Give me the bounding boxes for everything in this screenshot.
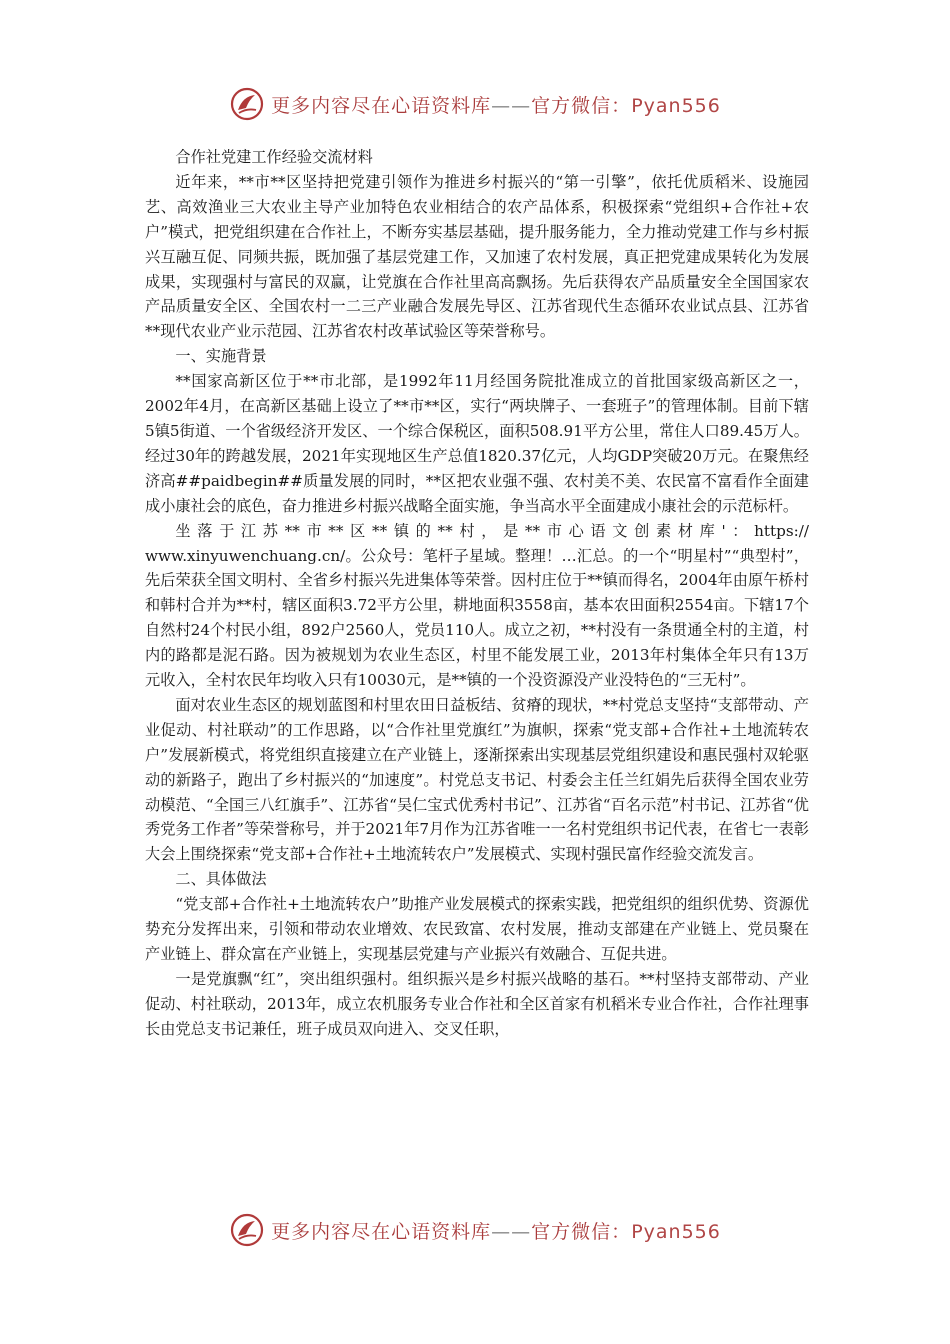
wechat-id: Pyan556 (631, 1220, 721, 1243)
wechat-id: Pyan556 (631, 94, 721, 117)
paragraph-model: “党支部+合作社+土地流转农户”助推产业发展模式的探索实践，把党组织的组织优势、资源优势充分发挥出来，引领和带动农业增效、农民致富、农村发展，推动支部建在产业链上、党员聚在产业链上、群众富在产业链上，实现基层党建与产业振兴有效融合、互促共进。 (145, 895, 809, 963)
banner-text (271, 1217, 721, 1244)
section-heading-1: 一、实施背景 (175, 347, 267, 366)
header-banner (0, 84, 950, 124)
section-heading-2: 二、具体做法 (175, 870, 267, 889)
document-body (145, 145, 809, 1042)
document-title: 合作社党建工作经验交流材料 (175, 148, 373, 166)
logo-icon (229, 86, 265, 122)
banner-separator: —— (491, 94, 532, 117)
paragraph-point-one: 一是党旗飘“红”，突出组织强村。组织振兴是乡村振兴战略的基石。**村坚持支部带动、产业促动、村社联动，2013年，成立农机服务专业合作社和全区首家有机稻米专业合作社，合作社理事长由党总支书记兼任，班子成员双向进入、交叉任职， (145, 969, 809, 1038)
brand-name: 更多内容尽在心语资料库 (271, 1220, 492, 1243)
wechat-label: 官方微信： (531, 94, 632, 117)
banner-separator: —— (491, 1220, 532, 1243)
paragraph-village-line1: 坐落于江苏**市**区**镇的**村，是**市心语文创素材库'：https:// (175, 521, 809, 540)
brand-name: 更多内容尽在心语资料库 (271, 94, 492, 117)
footer-banner (0, 1210, 950, 1250)
banner-text (271, 91, 721, 118)
paragraph-intro: 近年来，**市**区坚持把党建引领作为推进乡村振兴的“第一引擎”，依托优质稻米、设施园艺、高效渔业三大农业主导产业加特色农业相结合的农产品体系，积极探索“党组织+合作社+农户”模式，把党组织建在合作社上，不断夯实基层基础，提升服务能力，全力推动党建工作与乡村振兴互融互促、同频共振，既加强了基层党建工作，又加速了农村发展，真正把党建成果转化为发展成果，实现强村与富民的双赢，让党旗在合作社里高高飘扬。先后获得农产品质量安全全国国家农产品质量安全区、全国农村一二三产业融合发展先导区、江苏省现代生态循环农业试点县、江苏省**现代农业产业示范园、江苏省农村改革试验区等荣誉称号。 (145, 172, 809, 341)
wechat-label: 官方微信： (531, 1220, 632, 1243)
paragraph-village: www.xinyuwenchuang.cn/。公众号：笔杆子星域。整理！…汇总。的一个“明星村”“典型村”，先后荣获全国文明村、全省乡村振兴先进集体等荣誉。因村庄位于**镇而得名，2004年由原午桥村和韩村合并为**村，辖区面积3.72平方公里，耕地面积3558亩，基本农田面积2554亩。下辖17个自然村24个村民小组，892户2560人，党员110人。成立之初，**村没有一条贯通全村的主道，村内的路都是泥石路。因为被规划为农业生态区，村里不能发展工业，2013年村集体全年只有13万元收入，全村农民年均收入只有10030元，是**镇的一个没资源没产业没特色的“三无村”。 (145, 546, 809, 690)
paragraph-approach: 面对农业生态区的规划蓝图和村里农田日益板结、贫瘠的现状，**村党总支坚持“支部带动、产业促动、村社联动”的工作思路，以“合作社里党旗红”为旗帜，探索“党支部+合作社+土地流转农户”发展新模式，将党组织直接建立在产业链上，逐渐探索出实现基层党组织建设和惠民强村双轮驱动的新路子，跑出了乡村振兴的“加速度”。村党总支书记、村委会主任兰红娟先后获得全国农业劳动模范、“全国三八红旗手”、江苏省“吴仁宝式优秀村书记”、江苏省“百名示范”村书记、江苏省“优秀党务工作者”等荣誉称号，并于2021年7月作为江苏省唯一一名村党组织书记代表，在省七一表彰大会上围绕探索“党支部+合作社+土地流转农户”发展模式、实现村强民富作经验交流发言。 (145, 695, 809, 864)
logo-icon (229, 1212, 265, 1248)
paragraph-background: **国家高新区位于**市北部，是1992年11月经国务院批准成立的首批国家级高新区之一，2002年4月，在高新区基础上设立了**市**区，实行“两块牌子、一套班子”的管理体制。目前下辖5镇5街道、一个省级经济开发区、一个综合保税区，面积508.91平方公里，常住人口89.45万人。经过30年的跨越发展，2021年实现地区生产总值1820.37亿元，人均GDP突破20万元。在聚焦经济高##paidbegin##质量发展的同时，**区把农业强不强、农村美不美、农民富不富看作全面建成小康社会的底色，奋力推进乡村振兴战略全面实施，争当高水平全面建成小康社会的示范标杆。 (145, 372, 809, 515)
